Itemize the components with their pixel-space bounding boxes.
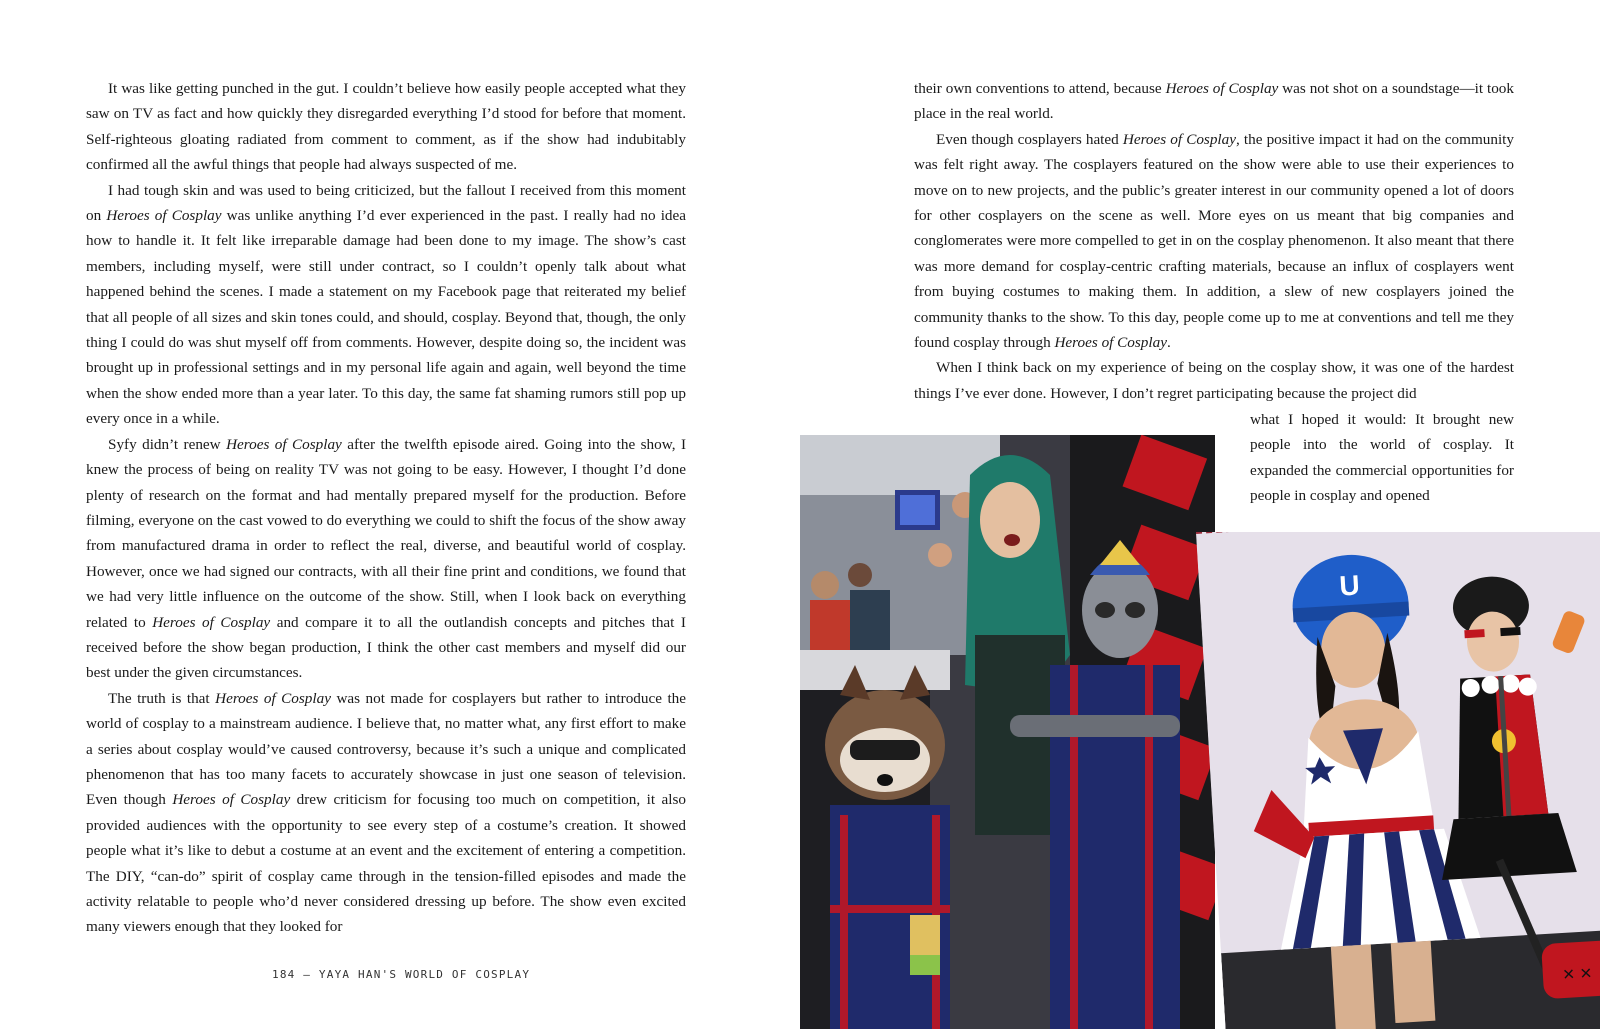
captain-america-harley-illustration (1196, 532, 1600, 1029)
svg-text:× ×: × × (1562, 962, 1593, 986)
convention-group-photo (800, 435, 1215, 1029)
captain-america-harley-photo (1196, 532, 1600, 1029)
text-run: , the positive impact it had on the community was felt right away. The cosplayers featured on the show were able to use their experiences to move on to new projects, and the public’s greater interest in our community opened a lot of doors for other cosplayers on the scene as well. More eyes on us meant that big companies and conglomerates were more compelled to get in on the cosplay phenomenon. It also meant that there was more demand for cosplay-centric crafting materials, because an influx of cosplayers went from buying costumes to making them. In addition, a slew of new cosplayers joined the community thanks to the show. To this day, people come up to me at conventions and tell me they found cosplay through (914, 130, 1514, 352)
paragraph (86, 76, 686, 178)
convention-group-illustration (800, 435, 1215, 1029)
paragraph (86, 432, 686, 686)
text-run: drew criticism for focusing too much on competition, it also provided audiences with the opportunity to see every step of a costume’s creation. It showed people what it’s like to debut a costume at an event and the excitement of entering a competition. The DIY, “can-do” spirit of cosplay came through in the tension-filled episodes and made the activity relatable to people who’d never considered dressing up before. The show even excited many viewers enough that they looked for (86, 791, 686, 936)
italic-title: Heroes of Cosplay (1122, 130, 1236, 148)
italic-title: Heroes of Cosplay (215, 689, 331, 707)
text-run: I had tough skin and was used to being criticized, but the fallout I received from this moment on (86, 181, 686, 225)
text-run: The truth is that (108, 689, 216, 707)
text-run: Even though cosplayers hated (936, 130, 1123, 148)
text-run: and compare it to all the outlandish concepts and pitches that I received before the show began production, I think the other cast members and myself did our best under the given circumstances. (86, 613, 686, 682)
text-run: their own conventions to attend, because (914, 80, 1166, 97)
italic-title: Heroes of Cosplay (152, 613, 271, 631)
svg-text:U: U (1338, 569, 1361, 602)
left-page-text (86, 76, 686, 940)
italic-title: Heroes of Cosplay (1054, 334, 1167, 352)
paragraph (914, 355, 1514, 406)
right-page-text (914, 76, 1514, 406)
italic-title: Heroes of Cosplay (1165, 80, 1279, 97)
wrapped-paragraph: what I hoped it would: It brought new people into the world of cosplay. It expanded the commercial opportunities for people in cosplay and opened (1250, 411, 1514, 505)
italic-title: Heroes of Cosplay (172, 791, 291, 809)
italic-title: Heroes of Cosplay (226, 435, 342, 453)
text-run: was not shot on a soundstage—it took place in the real world. (914, 80, 1514, 123)
text-run: It was like getting punched in the gut. I couldn’t believe how easily people accepted what they saw on TV as fact and how quickly they disregarded everything I’d stood for before that moment. Self-righteous gloating radiated from comment to comment, as if the show had indubitably confirmed all the awful things that people had always suspected of me. (86, 80, 686, 174)
paragraph (914, 76, 1514, 127)
captain-america-photo-frame (1196, 532, 1600, 1029)
text-run: . (1166, 334, 1171, 352)
paragraph (86, 178, 686, 432)
page-footer: 184 — YAYA HAN'S WORLD OF COSPLAY (272, 968, 531, 981)
right-page-wrapped-text (1250, 407, 1514, 509)
italic-title: Heroes of Cosplay (106, 207, 222, 225)
text-run: Syfy didn’t renew (108, 435, 227, 453)
text-run: was not made for cosplayers but rather to introduce the world of cosplay to a mainstream audience. I believe that, no matter what, any first effort to make a series about cosplay would’ve caused controversy, because it’s such a unique and complicated phenomenon that has too many facets to accurately showcase in just one season of television. Even though (86, 689, 686, 809)
text-run: after the twelfth episode aired. Going into the show, I knew the process of being on reality TV was not going to be easy. However, I thought I’d done plenty of research on the format and had mentally prepared myself for the production. Before filming, everyone on the cast vowed to do everything we could to shift the focus of the show away from manufactured drama in order to reflect the real, diverse, and beautiful world of cosplay. However, once we had signed our contracts, with all their fine print and conditions, we found that we had very little influence on the outcome of the show. Still, when I look back on everything related to (86, 435, 686, 631)
paragraph (914, 127, 1514, 356)
text-run: was unlike anything I’d ever experienced in the past. I really had no idea how to handle it. It felt like irreparable damage had been done to my image. The show’s cast members, including myself, were still under contract, so I couldn’t openly talk about what happened behind the scenes. I made a statement on my Facebook page that reiterated my belief that all people of all sizes and skin tones could, and should, cosplay. Beyond that, though, the only thing I could do was shut myself off from comments. However, despite doing so, the incident was brought up in professional settings and in my personal life again and again, well beyond the time when the show ended more than a year later. To this day, the same fat shaming rumors still pop up every once in a while. (86, 207, 686, 428)
paragraph (86, 686, 686, 940)
text-run: When I think back on my experience of being on the cosplay show, it was one of the hardest things I’ve ever done. However, I don’t regret participating because the project did (914, 359, 1514, 402)
